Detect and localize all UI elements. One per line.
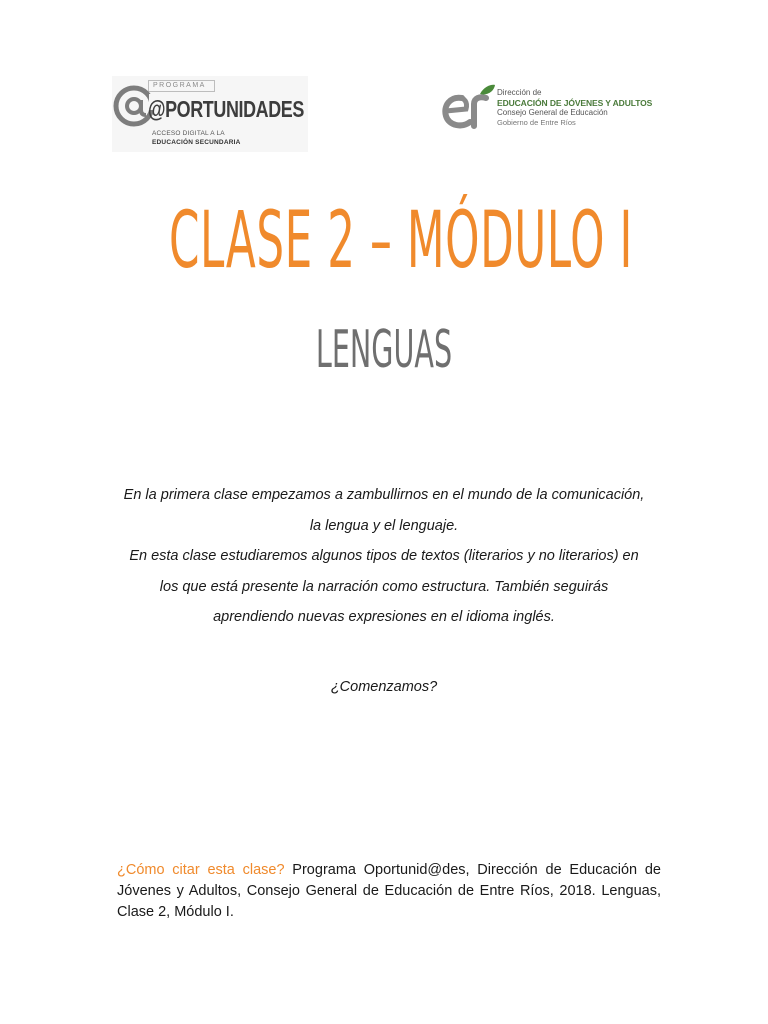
start-question: ¿Comenzamos? xyxy=(330,679,438,695)
logo-line-consejo: Consejo General de Educación xyxy=(497,108,608,117)
intro-line: aprendiendo nuevas expresiones en el idioma inglés. xyxy=(213,609,555,625)
oportunidades-logo xyxy=(112,76,308,152)
program-label: PROGRAMA xyxy=(148,80,215,92)
logo-line-educacion: EDUCACIÓN DE JÓVENES Y ADULTOS xyxy=(497,98,653,108)
intro-line: En la primera clase empezamos a zambullirnos en el mundo de la comunicación, xyxy=(123,487,645,503)
intro-line: la lengua y el lenguaje. xyxy=(309,517,459,534)
citation-question: ¿Cómo citar esta clase? xyxy=(117,862,285,878)
subject-title: LENGUAS xyxy=(315,320,453,380)
citation-paragraph xyxy=(117,860,661,923)
educacion-jovenes-adultos-logo xyxy=(440,82,670,132)
page-title: CLASE 2 – MÓDULO I xyxy=(168,196,633,286)
er-logo-icon xyxy=(440,82,496,130)
brand-name: @PORTUNIDADES xyxy=(148,96,304,122)
brand-tagline-2: EDUCACIÓN SECUNDARIA xyxy=(152,139,241,146)
brand-tagline-1: ACCESO DIGITAL A LA xyxy=(152,130,225,137)
logo-line-gobierno: Gobierno de Entre Ríos xyxy=(497,118,576,127)
logo-line-direccion: Dirección de xyxy=(497,88,542,97)
citation-text: Programa Oportunid@des, Dirección de Educación de Jóvenes y Adultos, Consejo General de Educación de Entre Ríos, 2018. Lenguas, Clase 2, Módulo I. xyxy=(117,862,661,920)
intro-line: En esta clase estudiaremos algunos tipos de textos (literarios y no literarios) en xyxy=(129,548,639,564)
intro-line: los que está presente la narración como estructura. También seguirás xyxy=(159,578,609,595)
intro-paragraph xyxy=(104,480,664,633)
